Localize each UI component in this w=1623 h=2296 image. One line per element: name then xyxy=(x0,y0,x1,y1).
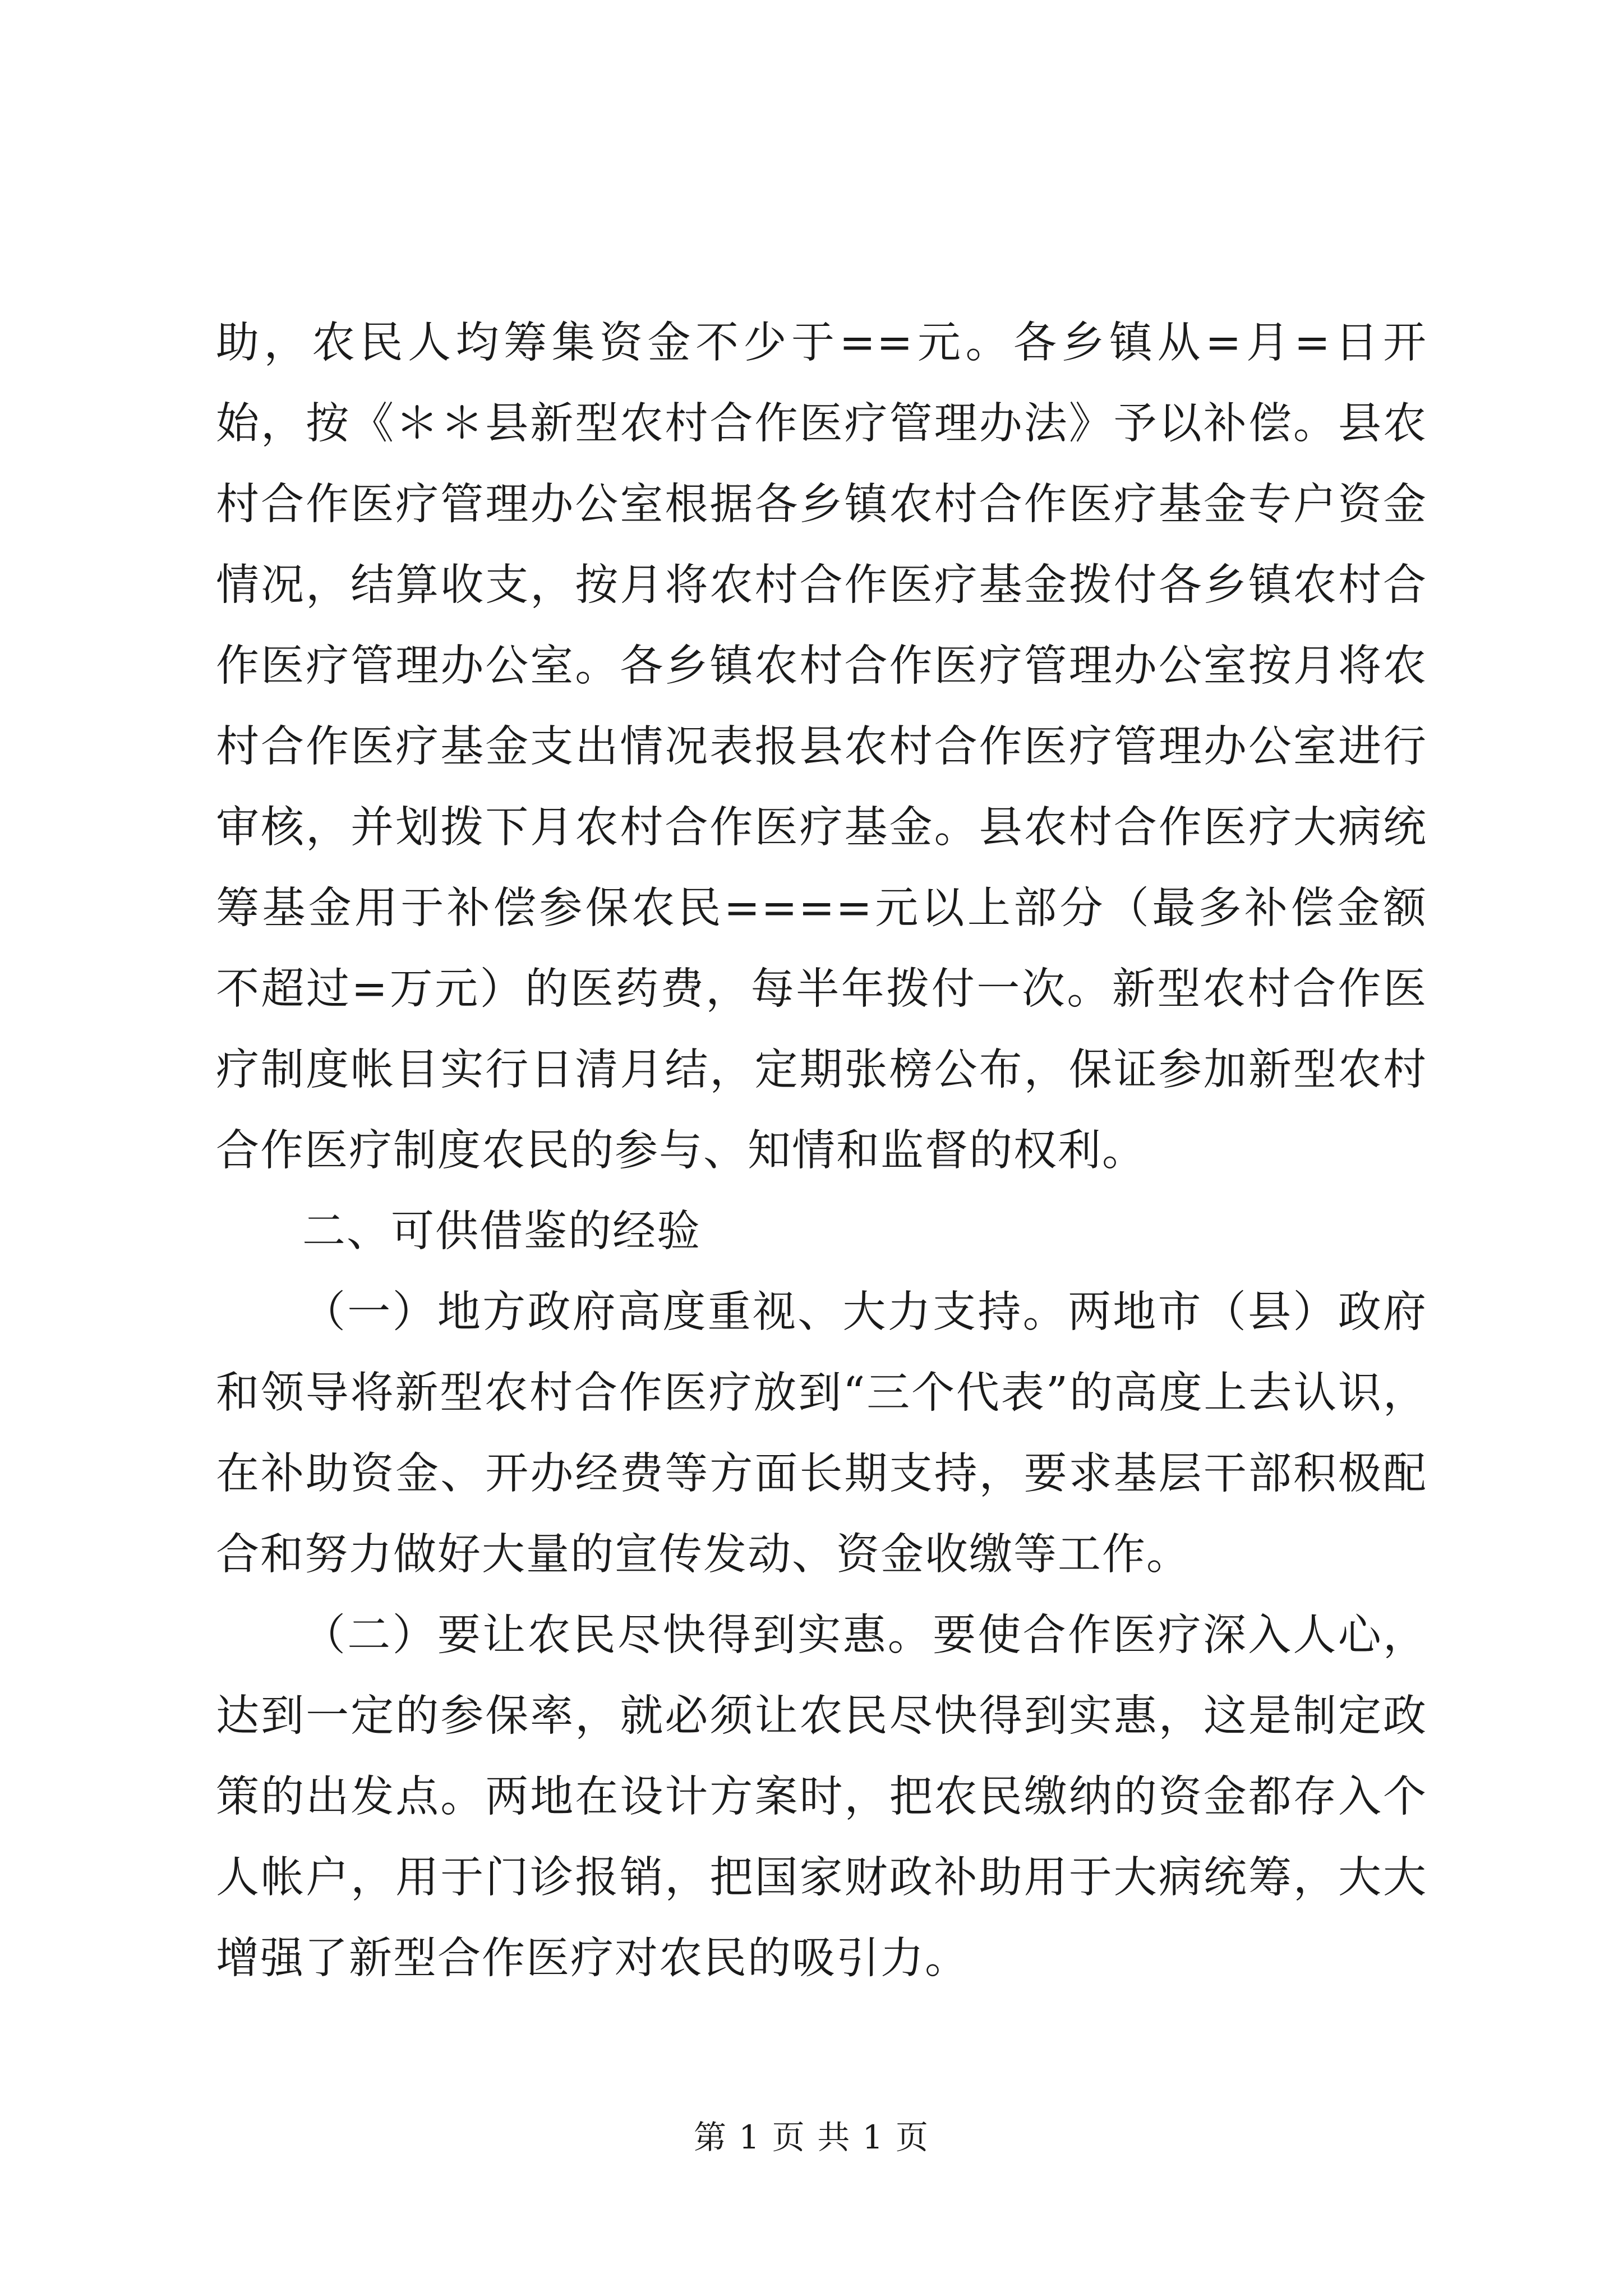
page-footer: 第 1 页 共 1 页 xyxy=(694,2118,929,2156)
paragraph-continuation: 助，农民人均筹集资金不少于==元。各乡镇从=月=日开始，按《＊＊县新型农村合作医疗管理办法》予以补偿。县农村合作医疗管理办公室根据各乡镇农村合作医疗基金专户资金情况，结算收支，按月将农村合作医疗基金拨付各乡镇农村合作医疗管理办公室。各乡镇农村合作医疗管理办公室按月将农村合作医疗基金支出情况表报县农村合作医疗管理办公室进行审核，并划拨下月农村合作医疗基金。县农村合作医疗大病统筹基金用于补偿参保农民====元以上部分（最多补偿金额不超过=万元）的医药费，每半年拨付一次。新型农村合作医疗制度帐目实行日清月结，定期张榜公布，保证参加新型农村合作医疗制度农民的参与、知情和监督的权利。 xyxy=(216,318,1427,1176)
paragraph-point-2: （二）要让农民尽快得到实惠。要使合作医疗深入人心，达到一定的参保率，就必须让农民尽快得到实惠，这是制定政策的出发点。两地在设计方案时，把农民缴纳的资金都存入个人帐户，用于门诊报销，把国家财政补助用于大病统筹，大大增强了新型合作医疗对农民的吸引力。 xyxy=(216,1611,1427,1984)
section-heading: 二、可供借鉴的经验 xyxy=(302,1207,701,1257)
document-body xyxy=(216,303,1427,1999)
paragraph-point-1: （一）地方政府高度重视、大力支持。两地市（县）政府和领导将新型农村合作医疗放到“三个代表”的高度上去认识，在补助资金、开办经费等方面长期支持，要求基层干部积极配合和努力做好大量的宣传发动、资金收缴等工作。 xyxy=(216,1287,1427,1580)
